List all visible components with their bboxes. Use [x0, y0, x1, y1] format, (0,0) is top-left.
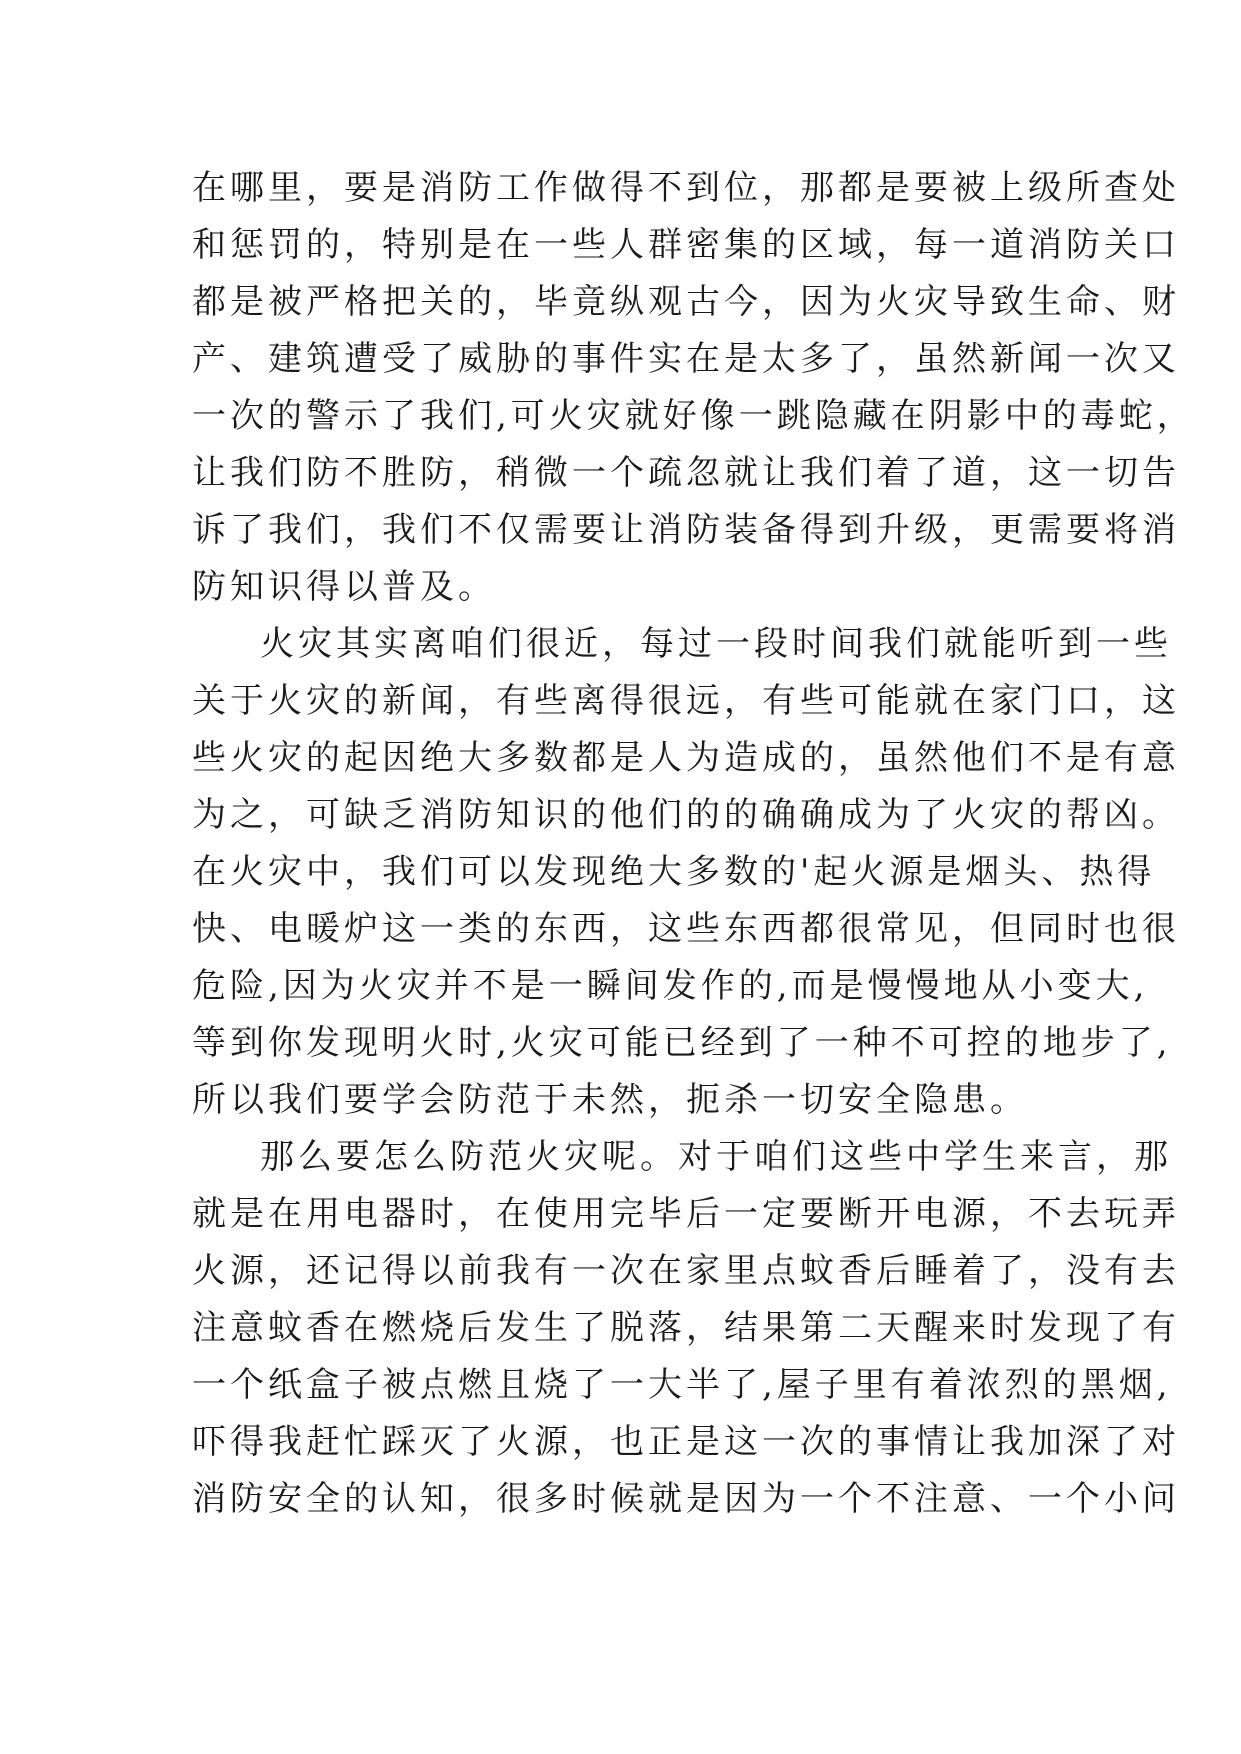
- text-line: 一个纸盒子被点燃且烧了一大半了,屋子里有着浓烈的黑烟,: [192, 1365, 1172, 1405]
- text-line: 等到你发现明火时,火灾可能已经到了一种不可控的地步了,: [192, 1023, 1172, 1063]
- text-line: 快、电暖炉这一类的东西，这些东西都很常见，但同时也很: [192, 909, 1180, 949]
- text-line: 就是在用电器时，在使用完毕后一定要断开电源，不去玩弄: [192, 1194, 1180, 1234]
- text-line: 诉了我们，我们不仅需要让消防装备得到升级，更需要将消: [192, 510, 1180, 550]
- text-line: 让我们防不胜防，稍微一个疏忽就让我们着了道，这一切告: [192, 453, 1180, 493]
- text-line: 火灾其实离咱们很近，每过一段时间我们就能听到一些: [260, 624, 1172, 664]
- document-body: [192, 160, 1195, 1528]
- text-line: 和惩罚的，特别是在一些人群密集的区域，每一道消防关口: [192, 225, 1180, 265]
- paragraph-2: [192, 616, 1180, 1129]
- text-line: 在火灾中，我们可以发现绝大多数的'起火源是烟头、热得: [192, 852, 1156, 892]
- text-line: 危险,因为火灾并不是一瞬间发作的,而是慢慢地从小变大,: [192, 966, 1149, 1006]
- text-line: 都是被严格把关的，毕竟纵观古今，因为火灾导致生命、财: [192, 282, 1180, 322]
- text-line: 关于火灾的新闻，有些离得很远，有些可能就在家门口，这: [192, 681, 1180, 721]
- text-line: 些火灾的起因绝大多数都是人为造成的，虽然他们不是有意: [192, 738, 1180, 778]
- text-line: 吓得我赶忙踩灭了火源，也正是这一次的事情让我加深了对: [192, 1422, 1180, 1462]
- text-line: 火源，还记得以前我有一次在家里点蚊香后睡着了，没有去: [192, 1251, 1180, 1291]
- text-line: 那么要怎么防范火灾呢。对于咱们这些中学生来言，那: [260, 1137, 1172, 1177]
- text-line: 一次的警示了我们,可火灾就好像一跳隐藏在阴影中的毒蛇，: [192, 396, 1195, 436]
- text-line: 在哪里，要是消防工作做得不到位，那都是要被上级所查处: [192, 168, 1180, 208]
- paragraph-1: [192, 160, 1195, 616]
- text-line: 注意蚊香在燃烧后发生了脱落，结果第二天醒来时发现了有: [192, 1308, 1180, 1348]
- text-line: 消防安全的认知，很多时候就是因为一个不注意、一个小问: [192, 1479, 1180, 1519]
- text-line: 为之，可缺乏消防知识的他们的的确确成为了火灾的帮凶。: [192, 795, 1180, 835]
- text-line: 所以我们要学会防范于未然，扼杀一切安全隐患。: [192, 1080, 1028, 1120]
- text-line: 产、建筑遭受了威胁的事件实在是太多了，虽然新闻一次又: [192, 339, 1180, 379]
- paragraph-3: [192, 1129, 1180, 1528]
- text-line: 防知识得以普及。: [192, 567, 496, 607]
